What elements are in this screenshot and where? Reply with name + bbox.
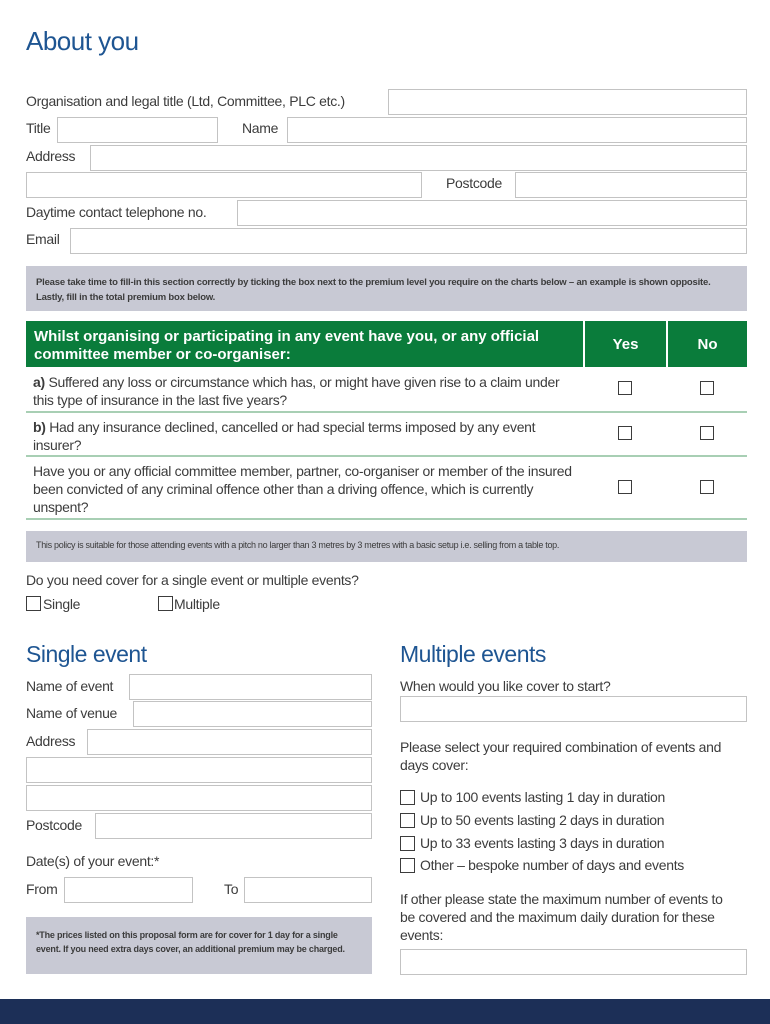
- cover-start-field[interactable]: [400, 696, 747, 722]
- cover-question: Do you need cover for a single event or multiple events?: [26, 572, 359, 588]
- question-c: [33, 462, 578, 516]
- organisation-label: Organisation and legal title (Ltd, Committee, PLC etc.): [26, 93, 345, 109]
- single-note-text: *The prices listed on this proposal form are for cover for 1 day for a single event. If you need extra days cover, an additional premium may be charged.: [36, 930, 345, 954]
- question-a-prefix: a): [33, 374, 45, 390]
- row-divider: [26, 455, 747, 457]
- event-name-label: Name of event: [26, 678, 114, 694]
- name-label: Name: [242, 120, 279, 136]
- venue-label: Name of venue: [26, 705, 118, 721]
- question-b: [33, 418, 573, 454]
- row-divider: [26, 411, 747, 413]
- option-100-events-checkbox[interactable]: [400, 790, 415, 805]
- postcode-field[interactable]: [515, 172, 747, 198]
- single-address-field[interactable]: [87, 729, 372, 755]
- phone-label: Daytime contact telephone no.: [26, 204, 207, 220]
- single-address-field-line-2[interactable]: [26, 757, 372, 783]
- address-field-line-2[interactable]: [26, 172, 422, 198]
- name-field[interactable]: [287, 117, 747, 143]
- title-field[interactable]: [57, 117, 218, 143]
- organisation-field[interactable]: [388, 89, 747, 115]
- to-date-field[interactable]: [244, 877, 372, 903]
- title-label: Title: [26, 120, 51, 136]
- email-field[interactable]: [70, 228, 747, 254]
- policy-note-box: [26, 531, 747, 562]
- from-date-field[interactable]: [64, 877, 193, 903]
- address-label: Address: [26, 148, 76, 164]
- row-divider: [26, 518, 747, 520]
- postcode-label: Postcode: [446, 175, 502, 191]
- other-details-field[interactable]: [400, 949, 747, 975]
- email-label: Email: [26, 231, 60, 247]
- single-event-heading: Single event: [26, 641, 147, 667]
- option-50-events-checkbox[interactable]: [400, 813, 415, 828]
- event-name-field[interactable]: [129, 674, 372, 700]
- option-33-events-checkbox[interactable]: [400, 836, 415, 851]
- combination-label: Please select your required combination of events and days cover:: [400, 739, 722, 773]
- question-a-text: Suffered any loss or circumstance which has, or might have given rise to a claim under this type of insurance in the last five years?: [33, 374, 560, 408]
- question-c-text: Have you or any official committee member, partner, co-organiser or member of the insured been convicted of any criminal offence other than a driving offence, which is currently unspent?: [33, 463, 572, 515]
- question-c-no-checkbox[interactable]: [700, 480, 714, 494]
- question-c-yes-checkbox[interactable]: [618, 480, 632, 494]
- other-instructions-label: If other please state the maximum number of events to be covered and the maximum daily duration for these events:: [400, 891, 723, 943]
- single-note-box: [26, 917, 372, 974]
- single-label: Single: [43, 596, 81, 612]
- yes-header: [585, 321, 666, 367]
- cover-start-label: When would you like cover to start?: [400, 678, 611, 694]
- to-label: To: [224, 881, 239, 897]
- single-checkbox[interactable]: [26, 596, 41, 611]
- question-b-text: Had any insurance declined, cancelled or had special terms imposed by any event insurer?: [33, 419, 536, 453]
- questions-header-text: Whilst organising or participating in any event have you, or any official committee member or co-organiser:: [34, 328, 540, 363]
- questions-header: [26, 321, 583, 367]
- option-other-label: Other – bespoke number of days and events: [420, 857, 684, 873]
- option-100-events-label: Up to 100 events lasting 1 day in duration: [420, 789, 666, 805]
- option-other-checkbox[interactable]: [400, 858, 415, 873]
- multiple-checkbox[interactable]: [158, 596, 173, 611]
- page-title: About you: [26, 26, 139, 56]
- footer-band: [0, 999, 770, 1024]
- single-address-field-line-3[interactable]: [26, 785, 372, 811]
- option-50-events-label: Up to 50 events lasting 2 days in duration: [420, 812, 665, 828]
- single-postcode-label: Postcode: [26, 817, 82, 833]
- multiple-label: Multiple: [174, 596, 220, 612]
- multiple-events-heading: Multiple events: [400, 641, 546, 667]
- venue-field[interactable]: [133, 701, 372, 727]
- phone-field[interactable]: [237, 200, 747, 226]
- single-postcode-field[interactable]: [95, 813, 372, 839]
- policy-note-text: This policy is suitable for those attending events with a pitch no larger than 3 metres by 3 metres with a basic setup i.e. selling from a table top.: [36, 540, 560, 550]
- event-dates-label: Date(s) of your event:*: [26, 853, 160, 869]
- question-a: [33, 373, 573, 409]
- question-b-prefix: b): [33, 419, 46, 435]
- question-b-yes-checkbox[interactable]: [618, 426, 632, 440]
- instruction-text: Please take time to fill-in this section correctly by ticking the box next to the premium level you require on the charts below – an example is shown opposite. Lastly, fill in the total premium box below.: [36, 277, 711, 303]
- option-33-events-label: Up to 33 events lasting 3 days in duration: [420, 835, 665, 851]
- address-field[interactable]: [90, 145, 747, 171]
- question-a-no-checkbox[interactable]: [700, 381, 714, 395]
- no-header: [668, 321, 747, 367]
- from-label: From: [26, 881, 58, 897]
- yes-header-label: Yes: [612, 336, 639, 353]
- single-address-label: Address: [26, 733, 76, 749]
- no-header-label: No: [697, 336, 718, 353]
- instruction-box: [26, 266, 747, 311]
- question-a-yes-checkbox[interactable]: [618, 381, 632, 395]
- question-b-no-checkbox[interactable]: [700, 426, 714, 440]
